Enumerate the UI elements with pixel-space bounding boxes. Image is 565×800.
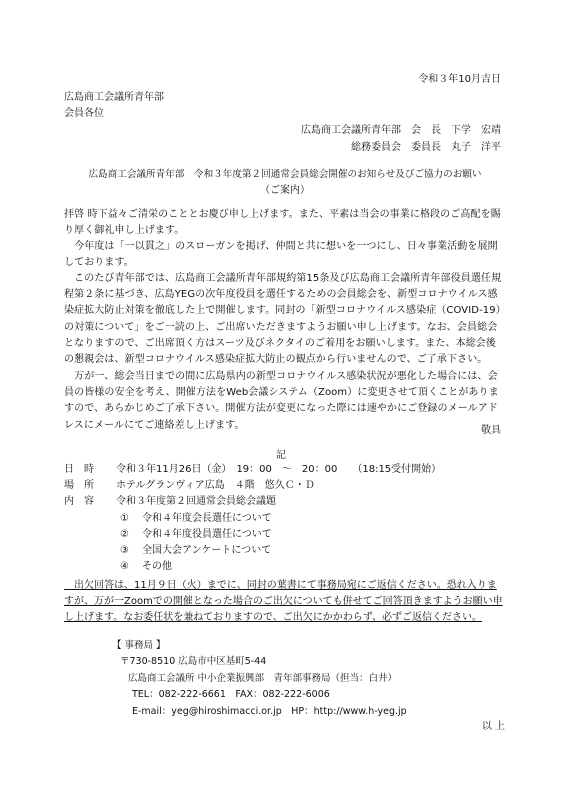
detail-content-label: 内 容 (64, 496, 94, 507)
detail-date-row (64, 462, 441, 478)
contingency-paragraph: 万が一、総会当日までの間に広島県内の新型コロナウイルス感染状況が悪化した場合には、会員の皆様の安全を考え、開催方法をWeb会議システム（Zoom）に変更させて頂くことがありますので、あらかじめご了承下さい。開催方法が変更になった際には速やかにご登録のメールアドレスにメールにてご連絡差し上げます。 (64, 371, 499, 431)
document-date: 令和３年10月吉日 (418, 74, 501, 85)
slogan-paragraph: 今年度は「一以貫之」のスローガンを掲げ、仲間と共に想いを一つにし、日々事業活動を展開しております。 (64, 241, 498, 269)
agenda-item: ② 令和４年度役員選任について (120, 529, 272, 540)
agenda-list (120, 511, 272, 575)
contact-address: 〒730-8510 広島市中区基町5-44 (120, 656, 267, 668)
detail-place-label: 場 所 (64, 480, 94, 491)
document-subtitle: （ご案内） (260, 185, 310, 196)
closing-keigu: 敬具 (481, 425, 501, 436)
detail-date-value: 令和３年11月26日（金） 19：00 ～ 20：00 （18:15受付開始） (116, 464, 442, 475)
agenda-item: ④ その他 (120, 561, 172, 572)
detail-place-row (64, 478, 315, 494)
contact-block (112, 638, 407, 720)
detail-place-value: ホテルグランヴィア広島 ４階 悠久Ｃ・Ｄ (116, 480, 315, 491)
recipient-org: 広島商工会議所青年部 (64, 92, 164, 103)
detail-date-label: 日 時 (64, 464, 94, 475)
rsvp-notice: 出欠回答は、11月９日（火）までに、同封の葉書にて事務局宛にご返信ください。恐れ入りますが、万が一Zoomでの開催となった場合のご出欠についても併せてご回答頂きますようお願い申し上げます。なお委任状を兼ねておりますので、ご出欠にかかわらず、必ずご返信ください。 (64, 580, 503, 623)
agenda-item: ① 令和４年度会長選任について (120, 513, 272, 524)
contact-org: 広島商工会議所 中小企業振興部 青年部事務局（担当：白井） (128, 672, 398, 684)
contact-phone: TEL：082-222-6661 FAX：082-222-6006 (132, 689, 330, 701)
contact-heading: 【 事務局 】 (112, 640, 166, 651)
meeting-paragraph: このたび青年部では、広島商工会議所青年部規約第15条及び広島商工会議所青年部役員選任規程第２条に基づき、広島YEGの次年度役員を選任するための会員総会を、新型コロナウイルス感染症拡大防止対策を徹底した上で開催します。同封の「新型コロナウイルス感染症（COVID-19）の対策について」をご一読の上、ご出席いただきますようお願い申し上げます。なお、会員総会となりますので、ご出席頂く方はスーツ及びネクタイのご着用をお願いします。また、本総会後の懇親会は、新型コロナウイルス感染症拡大防止の観点から行いませんので、ご了承下さい。 (64, 273, 502, 366)
detail-content-row (64, 494, 276, 510)
ki-heading: 記 (276, 450, 286, 461)
greeting-paragraph: 拝啓 時下益々ご清栄のこととお慶び申し上げます。また、平素は当会の事業に格段のご高配を賜り厚く御礼申し上げます。 (64, 209, 501, 237)
sender-committee: 総務委員会 委員長 丸子 洋平 (351, 142, 501, 153)
recipient: 会員各位 (64, 108, 104, 119)
sender-chairman: 広島商工会議所青年部 会 長 下学 宏靖 (301, 125, 501, 136)
agenda-item: ③ 全国大会アンケートについて (120, 545, 272, 556)
document-title: 広島商工会議所青年部 令和３年度第２回通常会員総会開催のお知らせ及びご協力のお願い (88, 169, 482, 180)
contact-email: E-mail：yeg@hiroshimacci.or.jp HP：http://www.h-yeg.jp (132, 705, 407, 717)
detail-content-value: 令和３年度第２回通常会員総会議題 (116, 496, 276, 507)
end-mark: 以 上 (481, 721, 505, 732)
